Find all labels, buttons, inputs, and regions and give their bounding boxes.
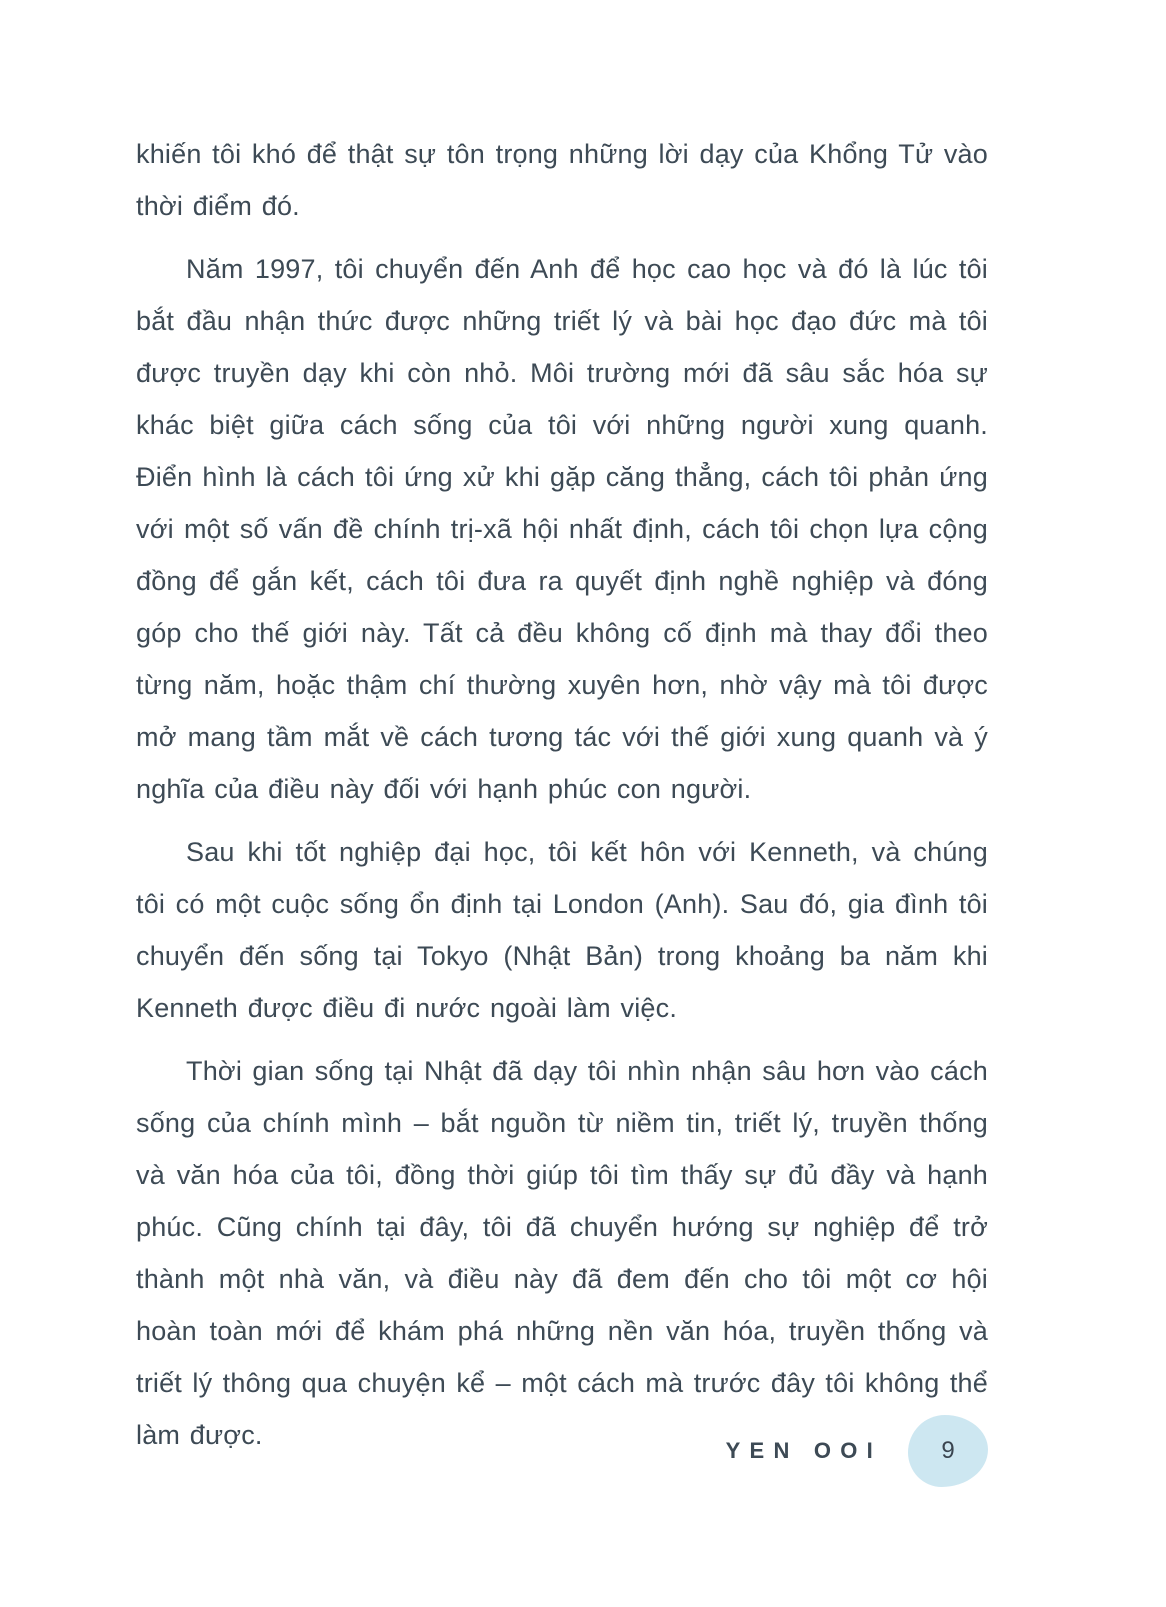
- paragraph: Năm 1997, tôi chuyển đến Anh để học cao học và đó là lúc tôi bắt đầu nhận thức được những triết lý và bài học đạo đức mà tôi được truyền dạy khi còn nhỏ. Môi trường mới đã sâu sắc hóa sự khác biệt giữa cách sống của tôi với những người xung quanh. Điển hình là cách tôi ứng xử khi gặp căng thẳng, cách tôi phản ứng với một số vấn đề chính trị-xã hội nhất định, cách tôi chọn lựa cộng đồng để gắn kết, cách tôi đưa ra quyết định nghề nghiệp và đóng góp cho thế giới này. Tất cả đều không cố định mà thay đổi theo từng năm, hoặc thậm chí thường xuyên hơn, nhờ vậy mà tôi được mở mang tầm mắt về cách tương tác với thế giới xung quanh và ý nghĩa của điều này đối với hạnh phúc con người.: [136, 254, 988, 804]
- paragraph: Sau khi tốt nghiệp đại học, tôi kết hôn với Kenneth, và chúng tôi có một cuộc sống ổn định tại London (Anh). Sau đó, gia đình tôi chuyển đến sống tại Tokyo (Nhật Bản) trong khoảng ba năm khi Kenneth được điều đi nước ngoài làm việc.: [136, 837, 988, 1023]
- paragraph: Thời gian sống tại Nhật đã dạy tôi nhìn nhận sâu hơn vào cách sống của chính mình – bắt nguồn từ niềm tin, triết lý, truyền thống và văn hóa của tôi, đồng thời giúp tôi tìm thấy sự đủ đầy và hạnh phúc. Cũng chính tại đây, tôi đã chuyển hướng sự nghiệp để trở thành một nhà văn, và điều này đã đem đến cho tôi một cơ hội hoàn toàn mới để khám phá những nền văn hóa, truyền thống và triết lý thông qua chuyện kể – một cách mà trước đây tôi không thể làm được.: [136, 1056, 988, 1450]
- paragraph-continuation: khiến tôi khó để thật sự tôn trọng những lời dạy của Khổng Tử vào thời điểm đó.: [136, 139, 988, 221]
- body-text: [136, 128, 988, 1472]
- page-footer: [726, 1415, 988, 1487]
- author-name: YEN OOI: [725, 1438, 882, 1463]
- page-number-badge: [908, 1415, 988, 1487]
- page-number: 9: [941, 1437, 955, 1464]
